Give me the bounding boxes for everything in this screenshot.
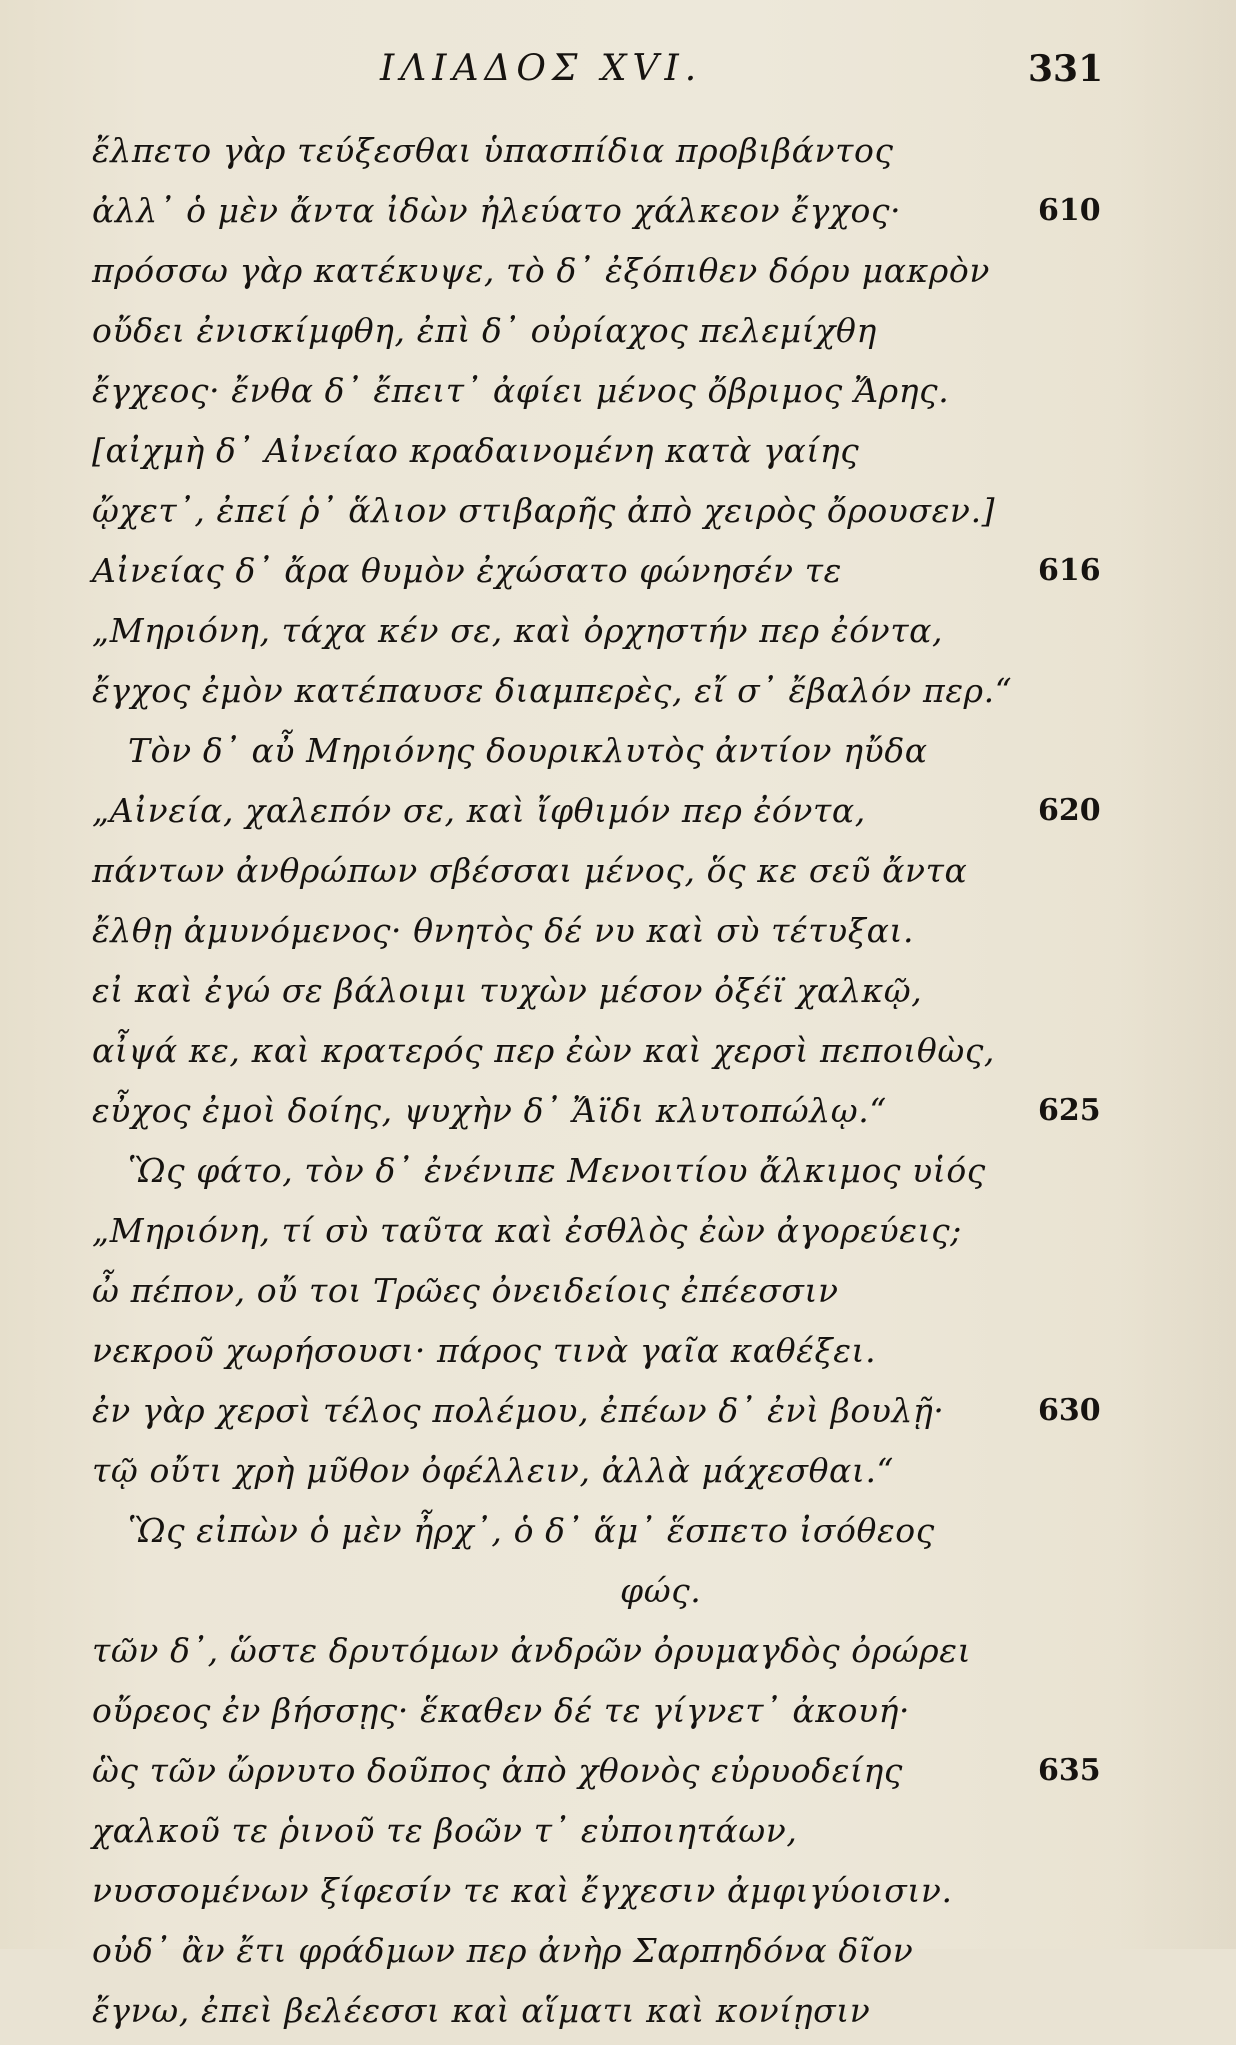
line-number: 616 xyxy=(1038,553,1101,588)
verse-text: τῶν δ᾽, ὥστε δρυτόμων ἀνδρῶν ὀρυμαγδὸς ὀρώρει xyxy=(92,1631,972,1670)
verse-line xyxy=(0,965,1236,1025)
verse-text: ᾤχετ᾽, ἐπεί ῥ᾽ ἅλιον στιβαρῆς ἀπὸ χειρὸς ὄρουσεν.] xyxy=(92,491,996,530)
verse-text: ἔλθῃ ἀμυνόμενος· θνητὸς δέ νυ καὶ σὺ τέτυξαι. xyxy=(92,911,915,950)
verse-text: Ὣς εἰπὼν ὁ μὲν ἦρχ᾽, ὁ δ᾽ ἅμ᾽ ἕσπετο ἰσόθεος xyxy=(128,1511,935,1550)
page-number: 331 xyxy=(1028,48,1104,90)
verse-text: Τὸν δ᾽ αὖ Μηριόνης δουρικλυτὸς ἀντίον ηὔδα xyxy=(128,731,928,770)
verse-line xyxy=(0,125,1236,185)
verse-text: Αἰνείας δ᾽ ἄρα θυμὸν ἐχώσατο φώνησέν τε xyxy=(92,551,842,590)
verse-text: πάντων ἀνθρώπων σβέσσαι μένος, ὅς κε σεῦ ἄντα xyxy=(92,851,968,890)
verse-text: οὔδει ἐνισκίμφθη, ἐπὶ δ᾽ οὐρίαχος πελεμίχθη xyxy=(92,311,877,350)
verse-text: χαλκοῦ τε ῥινοῦ τε βοῶν τ᾽ εὐποιητάων, xyxy=(92,1811,798,1850)
verse-line xyxy=(0,1265,1236,1325)
verse-line xyxy=(0,305,1236,365)
page-header xyxy=(0,42,1236,102)
verse-text: οὐδ᾽ ἂν ἔτι φράδμων περ ἀνὴρ Σαρπηδόνα δῖον xyxy=(92,1931,914,1970)
verse-line xyxy=(0,905,1236,965)
verse-text: φώς. xyxy=(620,1571,702,1610)
verse-block xyxy=(0,125,1236,2045)
verse-text: νυσσομένων ξίφεσίν τε καὶ ἔγχεσιν ἀμφιγύοισιν. xyxy=(92,1871,953,1910)
verse-text: [αἰχμὴ δ᾽ Αἰνείαο κραδαινομένη κατὰ γαίης xyxy=(92,431,860,470)
verse-text: „Αἰνεία, χαλεπόν σε, καὶ ἴφθιμόν περ ἐόντα, xyxy=(92,791,866,830)
verse-text: ὦ πέπον, οὔ τοι Τρῶες ὀνειδείοις ἐπέεσσιν xyxy=(92,1271,839,1310)
verse-line xyxy=(0,725,1236,785)
verse-line xyxy=(0,1325,1236,1385)
verse-text: ἔγχεος· ἔνθα δ᾽ ἔπειτ᾽ ἀφίει μένος ὄβριμος Ἄρης. xyxy=(92,371,950,410)
verse-line xyxy=(0,605,1236,665)
verse-text: Ὣς φάτο, τὸν δ᾽ ἐνένιπε Μενοιτίου ἄλκιμος υἱός xyxy=(128,1151,986,1190)
verse-text: εὖχος ἐμοὶ δοίης, ψυχὴν δ᾽ Ἄϊδι κλυτοπώλῳ.“ xyxy=(92,1091,887,1130)
verse-text: ἔλπετο γὰρ τεύξεσθαι ὑπασπίδια προβιβάντος xyxy=(92,131,894,170)
line-number: 610 xyxy=(1038,193,1101,228)
verse-line xyxy=(0,425,1236,485)
verse-line xyxy=(0,185,1236,245)
verse-line xyxy=(0,785,1236,845)
verse-line xyxy=(0,1385,1236,1445)
verse-line xyxy=(0,1925,1236,1985)
verse-line xyxy=(0,1685,1236,1745)
verse-text: ἀλλ᾽ ὁ μὲν ἄντα ἰδὼν ἠλεύατο χάλκεον ἔγχος· xyxy=(92,191,902,230)
verse-text: πρόσσω γὰρ κατέκυψε, τὸ δ᾽ ἐξόπιθεν δόρυ μακρὸν xyxy=(92,251,991,290)
verse-line xyxy=(0,1085,1236,1145)
verse-line xyxy=(0,1025,1236,1085)
line-number: 620 xyxy=(1038,793,1101,828)
verse-text: ἔγνω, ἐπεὶ βελέεσσι καὶ αἵματι καὶ κονίῃσιν xyxy=(92,1991,871,2030)
verse-line xyxy=(0,1505,1236,1565)
verse-line xyxy=(0,1565,1236,1625)
verse-line xyxy=(0,1985,1236,2045)
verse-text: αἶψά κε, καὶ κρατερός περ ἐὼν καὶ χερσὶ πεποιθὼς, xyxy=(92,1031,995,1070)
running-title: ΙΛΙΑΔΟΣ XVI. xyxy=(380,48,703,89)
verse-line xyxy=(0,1205,1236,1265)
line-number: 635 xyxy=(1038,1753,1101,1788)
verse-line xyxy=(0,1805,1236,1865)
line-number: 630 xyxy=(1038,1393,1101,1428)
verse-line xyxy=(0,845,1236,905)
verse-line xyxy=(0,365,1236,425)
verse-text: οὔρεος ἐν βήσσῃς· ἕκαθεν δέ τε γίγνετ᾽ ἀκουή· xyxy=(92,1691,911,1730)
verse-line xyxy=(0,245,1236,305)
verse-line xyxy=(0,1145,1236,1205)
verse-text: τῷ οὔτι χρὴ μῦθον ὀφέλλειν, ἀλλὰ μάχεσθαι.“ xyxy=(92,1451,895,1490)
verse-text: ἐν γὰρ χερσὶ τέλος πολέμου, ἐπέων δ᾽ ἐνὶ βουλῇ· xyxy=(92,1391,945,1430)
verse-line xyxy=(0,545,1236,605)
verse-line xyxy=(0,1445,1236,1505)
verse-text: „Μηριόνη, τί σὺ ταῦτα καὶ ἐσθλὸς ἐὼν ἀγορεύεις; xyxy=(92,1211,962,1250)
verse-text: ὣς τῶν ὤρνυτο δοῦπος ἀπὸ χθονὸς εὐρυοδείης xyxy=(92,1751,903,1790)
line-number: 625 xyxy=(1038,1093,1101,1128)
verse-line xyxy=(0,665,1236,725)
verse-text: εἰ καὶ ἐγώ σε βάλοιμι τυχὼν μέσον ὀξέϊ χαλκῷ, xyxy=(92,971,923,1010)
verse-text: ἔγχος ἐμὸν κατέπαυσε διαμπερὲς, εἴ σ᾽ ἔβαλόν περ.“ xyxy=(92,671,1013,710)
verse-line xyxy=(0,1745,1236,1805)
verse-line xyxy=(0,1865,1236,1925)
verse-line xyxy=(0,485,1236,545)
verse-text: νεκροῦ χωρήσουσι· πάρος τινὰ γαῖα καθέξει. xyxy=(92,1331,877,1370)
verse-text: „Μηριόνη, τάχα κέν σε, καὶ ὀρχηστήν περ ἐόντα, xyxy=(92,611,944,650)
verse-line xyxy=(0,1625,1236,1685)
